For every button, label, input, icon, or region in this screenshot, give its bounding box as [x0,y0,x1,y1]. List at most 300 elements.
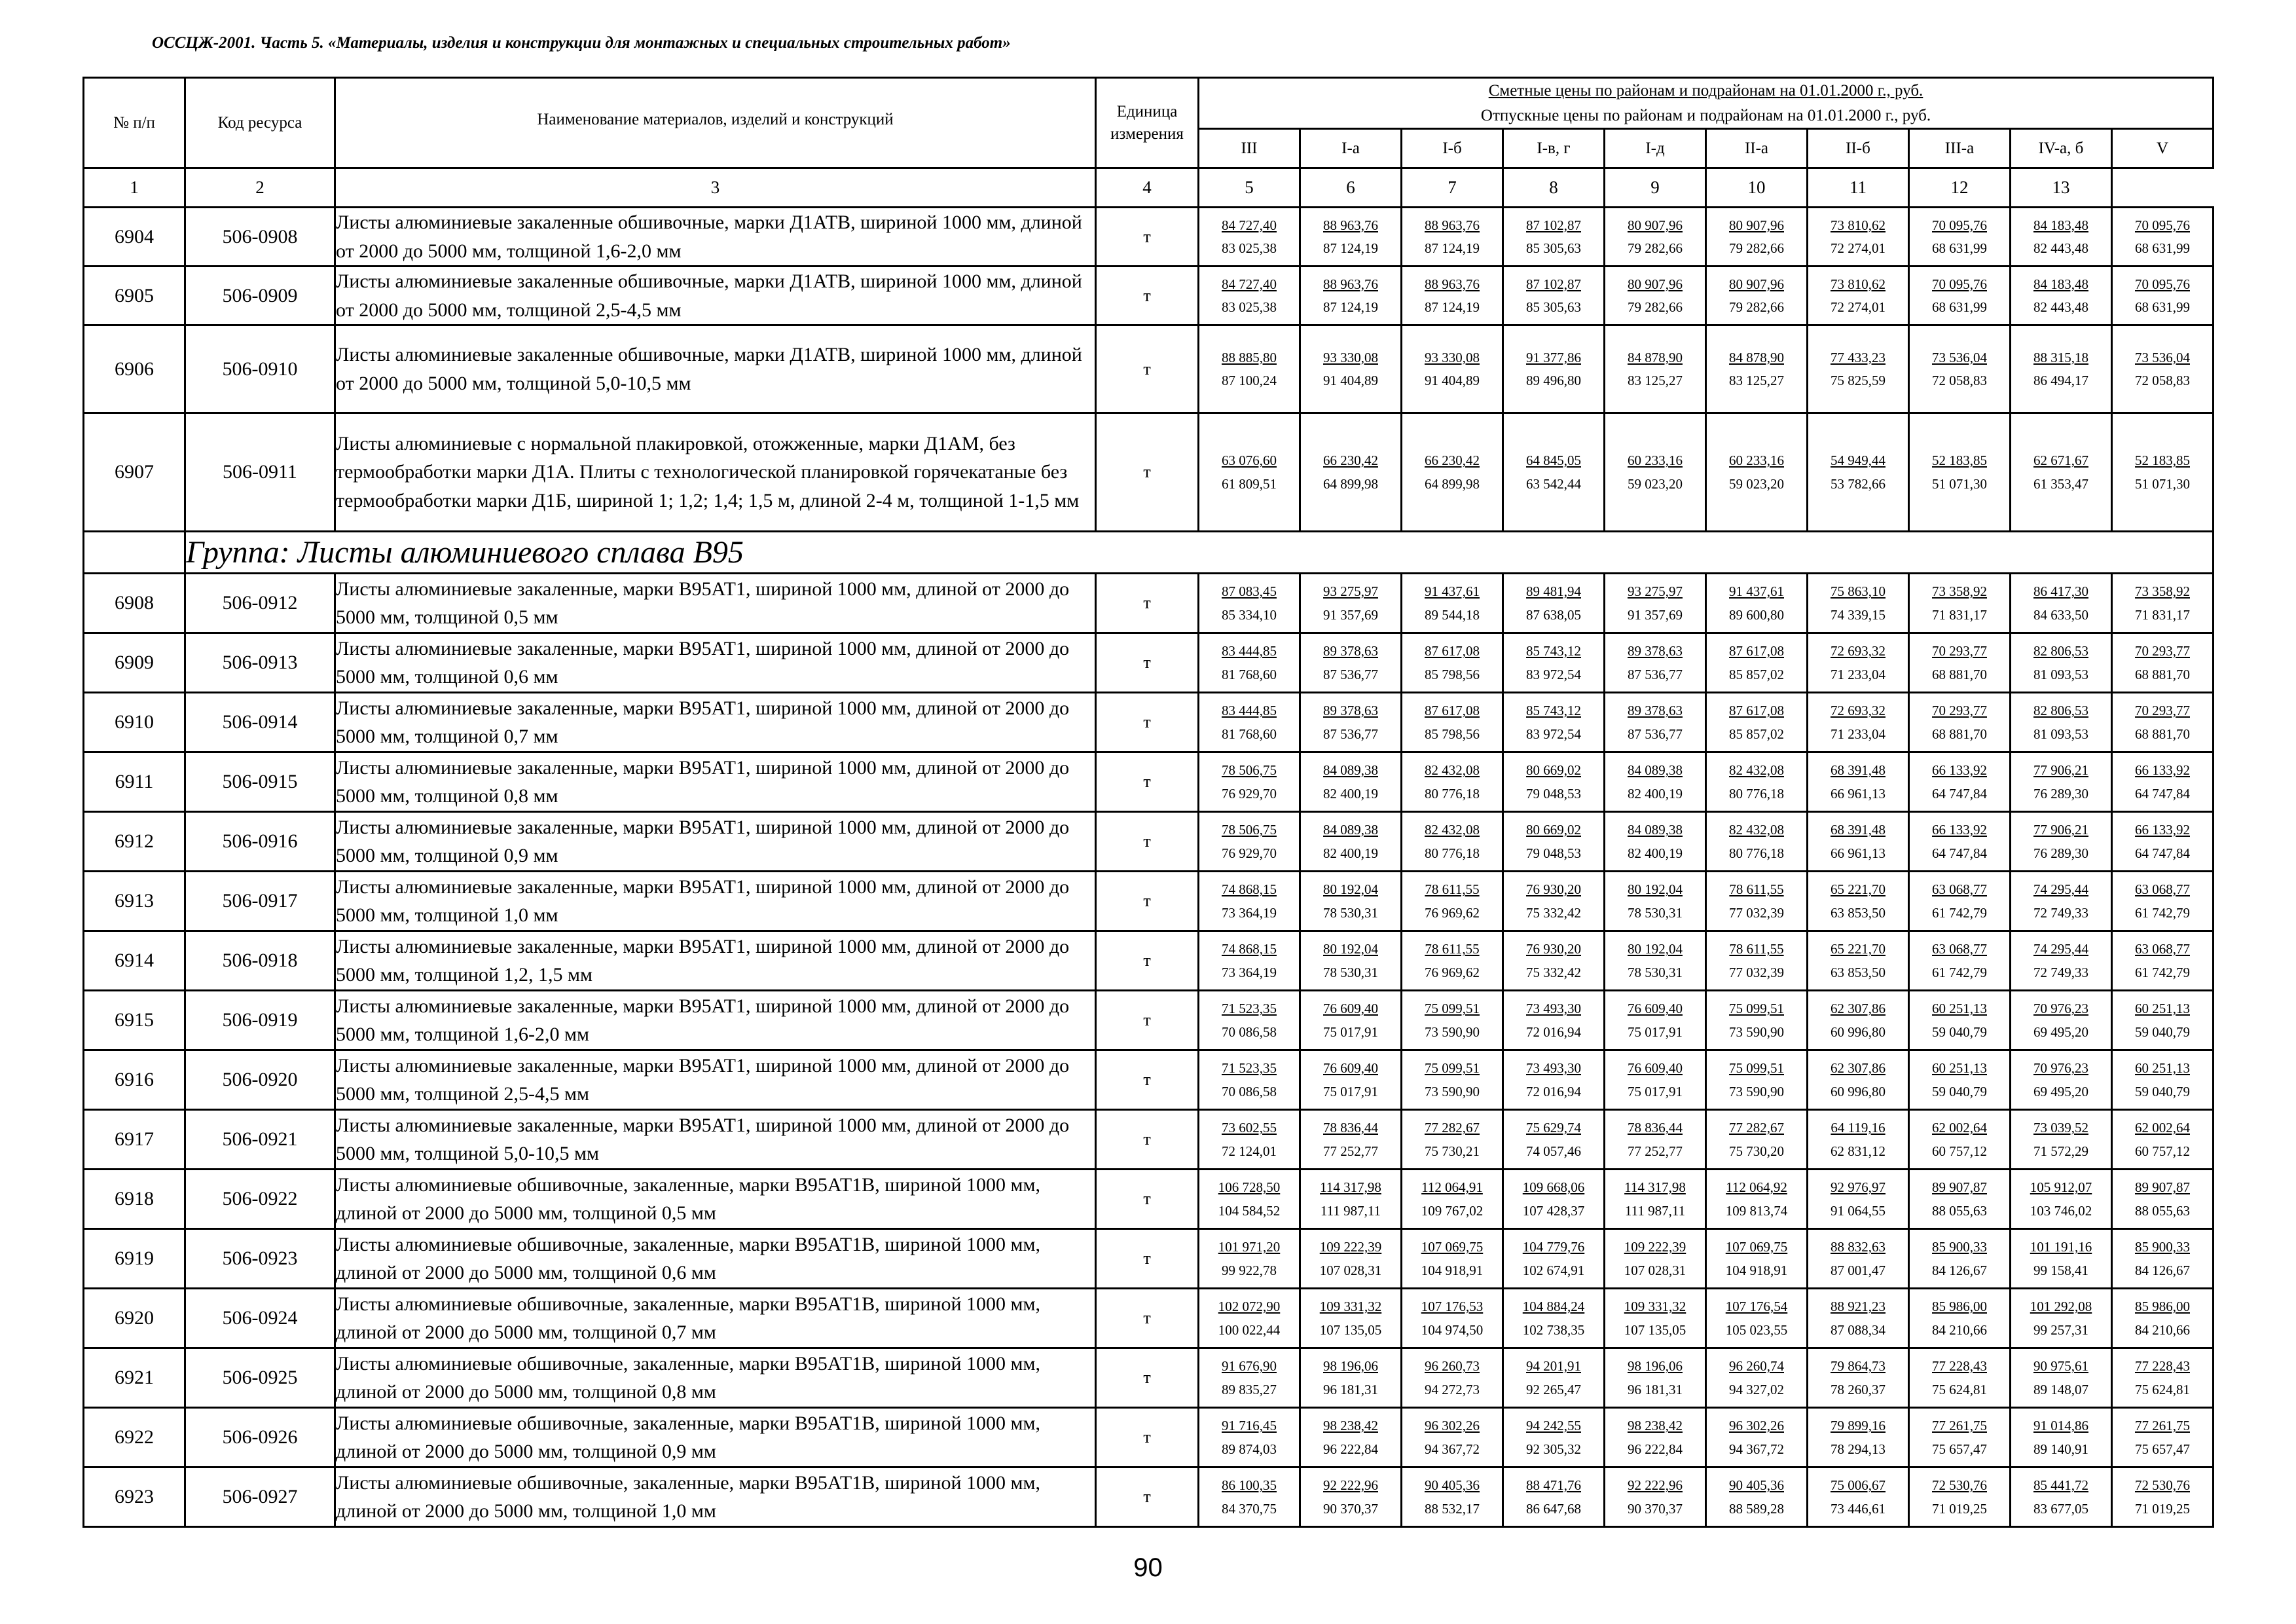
estimated-price: 75 099,51 [1425,1001,1480,1017]
table-row [84,574,2214,633]
estimated-price: 77 282,67 [1729,1120,1784,1136]
price-cell [1909,325,2011,413]
estimated-price: 82 432,08 [1425,822,1480,838]
price-cell [1605,931,1706,991]
price-cell [1300,1408,1402,1467]
column-number: 4 [1096,168,1199,208]
price-cell [2011,413,2112,532]
release-price: 72 274,01 [1831,299,1886,316]
price-cell [1503,413,1605,532]
estimated-price: 101 191,16 [2030,1239,2092,1255]
estimated-price: 82 432,08 [1729,822,1784,838]
estimated-price: 75 006,67 [1831,1477,1886,1494]
release-price: 64 747,84 [2135,845,2190,861]
release-price: 78 530,31 [1323,904,1378,921]
price-cell [1300,1229,1402,1289]
release-price: 90 370,37 [1323,1500,1378,1517]
region-header: II-б [1808,129,1909,168]
release-price: 64 747,84 [1932,785,1987,802]
estimated-price: 92 222,96 [1628,1477,1683,1494]
estimated-price: 73 536,04 [1932,349,1987,365]
release-price: 61 809,51 [1222,475,1277,492]
release-price: 87 536,77 [1628,726,1683,742]
estimated-price: 72 693,32 [1831,703,1886,719]
price-cell [2112,1348,2214,1408]
release-price: 92 265,47 [1526,1381,1581,1397]
table-row [84,812,2214,872]
price-cell [1199,208,1300,267]
estimated-price: 88 921,23 [1831,1299,1886,1315]
row-number: 6909 [84,633,185,693]
estimated-price: 80 669,02 [1526,762,1581,779]
table-row [84,267,2214,325]
estimated-price: 102 072,90 [1218,1299,1281,1315]
price-table [82,77,2214,1528]
unit-of-measure: т [1096,1408,1199,1467]
price-cell [1503,1110,1605,1170]
price-cell [1402,208,1503,267]
release-price: 73 364,19 [1222,964,1277,980]
estimated-price: 89 378,63 [1628,643,1683,659]
release-price: 87 124,19 [1323,299,1378,316]
unit-of-measure: т [1096,574,1199,633]
material-name: Листы алюминиевые обшивочные, закаленные, марки В95АТ1В, шириной 1000 мм, длиной от 2000 до 5000 мм, толщиной 1,0 мм [335,1467,1096,1527]
row-number: 6905 [84,267,185,325]
release-price: 94 367,72 [1729,1441,1784,1457]
release-price: 85 305,63 [1526,240,1581,257]
estimated-price: 73 493,30 [1526,1060,1581,1077]
estimated-price: 70 293,77 [1932,643,1987,659]
estimated-price: 68 391,48 [1831,762,1886,779]
release-price: 79 282,66 [1628,240,1683,257]
price-cell [1808,1170,1909,1229]
release-price: 85 857,02 [1729,666,1784,682]
release-price: 72 058,83 [1932,373,1987,389]
estimated-price: 66 133,92 [2135,822,2190,838]
estimated-price: 77 433,23 [1831,349,1886,365]
price-cell [2011,991,2112,1050]
estimated-price: 107 069,75 [1725,1239,1788,1255]
row-number: 6921 [84,1348,185,1408]
release-price: 63 853,50 [1831,904,1886,921]
resource-code: 506-0912 [185,574,335,633]
estimated-price: 74 868,15 [1222,941,1277,957]
estimated-price: 78 611,55 [1729,941,1784,957]
estimated-price: 90 405,36 [1729,1477,1784,1494]
col-header-name: Наименование материалов, изделий и конструкций [335,78,1096,168]
table-row [84,1110,2214,1170]
price-cell [1706,1408,1808,1467]
estimated-price: 109 222,39 [1319,1239,1382,1255]
release-price: 78 530,31 [1323,964,1378,980]
price-cell [1706,267,1808,325]
price-cell [1808,1229,1909,1289]
release-price: 59 023,20 [1628,475,1683,492]
estimated-price: 76 930,20 [1526,881,1581,898]
release-price: 85 798,56 [1425,666,1480,682]
release-price: 91 404,89 [1323,373,1378,389]
release-price: 73 590,90 [1425,1083,1480,1099]
estimated-price: 62 002,64 [1932,1120,1987,1136]
estimated-price: 87 102,87 [1526,217,1581,233]
release-price: 99 922,78 [1222,1262,1277,1278]
release-price: 71 233,04 [1831,666,1886,682]
estimated-price: 63 068,77 [1932,941,1987,957]
release-price: 51 071,30 [1932,475,1987,492]
estimated-price: 91 676,90 [1222,1358,1277,1375]
release-price: 84 126,67 [1932,1262,1987,1278]
price-cell [2011,1348,2112,1408]
price-cell [2112,413,2214,532]
estimated-price: 88 963,76 [1425,217,1480,233]
price-cell [2112,208,2214,267]
estimated-price: 84 089,38 [1323,762,1378,779]
estimated-price: 60 251,13 [1932,1001,1987,1017]
price-cell [1706,1170,1808,1229]
price-cell [2112,574,2214,633]
unit-of-measure: т [1096,267,1199,325]
release-price: 111 987,11 [1320,1202,1381,1219]
release-price: 68 631,99 [1932,299,1987,316]
price-cell [1909,991,2011,1050]
release-price: 79 048,53 [1526,785,1581,802]
estimated-price: 85 900,33 [1932,1239,1987,1255]
price-cell [1706,931,1808,991]
release-price: 74 057,46 [1526,1143,1581,1159]
estimated-price: 93 275,97 [1323,583,1378,600]
release-price: 53 782,66 [1831,475,1886,492]
price-cell [1808,1110,1909,1170]
price-cell [1808,1289,1909,1348]
estimated-price: 83 444,85 [1222,643,1277,659]
estimated-price: 107 176,53 [1421,1299,1484,1315]
price-cell [1300,574,1402,633]
estimated-price: 89 907,87 [2135,1179,2190,1196]
release-price: 87 536,77 [1323,666,1378,682]
estimated-price: 109 668,06 [1522,1179,1585,1196]
region-header: I-д [1605,129,1706,168]
col-header-prices [1199,78,2214,129]
release-price: 87 536,77 [1323,726,1378,742]
estimated-price: 76 609,40 [1628,1001,1683,1017]
estimated-price: 77 228,43 [2135,1358,2190,1375]
estimated-price: 75 863,10 [1831,583,1886,600]
price-cell [2112,1467,2214,1527]
price-cell [1199,633,1300,693]
estimated-price: 70 095,76 [1932,276,1987,292]
release-price: 103 746,02 [2030,1202,2092,1219]
release-price: 89 148,07 [2033,1381,2088,1397]
estimated-price: 84 089,38 [1628,762,1683,779]
estimated-price: 105 912,07 [2030,1179,2092,1196]
price-cell [1402,267,1503,325]
estimated-price: 80 192,04 [1323,881,1378,898]
table-row [84,325,2214,413]
column-number: 9 [1605,168,1706,208]
resource-code: 506-0916 [185,812,335,872]
row-number: 6913 [84,872,185,931]
estimated-price: 79 899,16 [1831,1418,1886,1434]
release-price: 91 357,69 [1323,606,1378,623]
resource-code: 506-0925 [185,1348,335,1408]
release-price: 107 135,05 [1319,1321,1382,1338]
estimated-price: 79 864,73 [1831,1358,1886,1375]
release-price: 87 100,24 [1222,373,1277,389]
release-price: 107 028,31 [1319,1262,1382,1278]
release-price: 79 282,66 [1729,299,1784,316]
unit-of-measure: т [1096,812,1199,872]
group-row [84,532,2214,574]
row-number: 6917 [84,1110,185,1170]
estimated-price: 93 330,08 [1425,349,1480,365]
estimated-price: 76 930,20 [1526,941,1581,957]
estimated-price: 91 716,45 [1222,1418,1277,1434]
price-cell [1402,1467,1503,1527]
unit-of-measure: т [1096,1170,1199,1229]
release-price: 96 222,84 [1323,1441,1378,1457]
estimated-price: 84 089,38 [1323,822,1378,838]
release-price: 84 370,75 [1222,1500,1277,1517]
estimated-price: 72 530,76 [2135,1477,2190,1494]
release-price: 87 638,05 [1526,606,1581,623]
estimated-price: 89 378,63 [1323,703,1378,719]
release-price: 84 210,66 [1932,1321,1987,1338]
price-cell [1909,931,2011,991]
price-cell [1808,931,1909,991]
prices-subtitle: Отпускные цены по районам и подрайонам на 01.01.2000 г., руб. [1480,106,1931,124]
estimated-price: 89 481,94 [1526,583,1581,600]
estimated-price: 75 099,51 [1425,1060,1480,1077]
release-price: 91 357,69 [1628,606,1683,623]
resource-code: 506-0924 [185,1289,335,1348]
release-price: 94 272,73 [1425,1381,1480,1397]
price-cell [1503,208,1605,267]
price-cell [1199,1110,1300,1170]
price-cell [1300,693,1402,752]
release-price: 104 918,91 [1421,1262,1484,1278]
estimated-price: 66 133,92 [1932,762,1987,779]
estimated-price: 78 836,44 [1628,1120,1683,1136]
release-price: 76 929,70 [1222,845,1277,861]
row-number: 6919 [84,1229,185,1289]
estimated-price: 84 878,90 [1628,349,1683,365]
price-cell [2011,931,2112,991]
price-cell [1199,1348,1300,1408]
release-price: 84 210,66 [2135,1321,2190,1338]
price-cell [1706,325,1808,413]
price-cell [1605,633,1706,693]
price-cell [1199,1050,1300,1110]
price-cell [1402,1229,1503,1289]
price-cell [1605,1229,1706,1289]
estimated-price: 60 233,16 [1729,452,1784,469]
estimated-price: 88 832,63 [1831,1239,1886,1255]
column-number: 3 [335,168,1096,208]
unit-of-measure: т [1096,1348,1199,1408]
estimated-price: 70 976,23 [2033,1060,2088,1077]
price-cell [1402,872,1503,931]
estimated-price: 70 976,23 [2033,1001,2088,1017]
release-price: 80 776,18 [1729,785,1784,802]
price-cell [1199,1289,1300,1348]
material-name: Листы алюминиевые обшивочные, закаленные, марки В95АТ1В, шириной 1000 мм, длиной от 2000 до 5000 мм, толщиной 0,8 мм [335,1348,1096,1408]
price-cell [1605,693,1706,752]
material-name: Листы алюминиевые закаленные, марки В95АТ1, шириной 1000 мм, длиной от 2000 до 5000 мм, толщиной 0,5 мм [335,574,1096,633]
release-price: 104 584,52 [1218,1202,1281,1219]
release-price: 87 536,77 [1628,666,1683,682]
column-number: 12 [1909,168,2011,208]
release-price: 74 339,15 [1831,606,1886,623]
release-price: 105 023,55 [1725,1321,1788,1338]
price-cell [2011,633,2112,693]
estimated-price: 52 183,85 [2135,452,2190,469]
resource-code: 506-0919 [185,991,335,1050]
release-price: 72 749,33 [2033,904,2088,921]
estimated-price: 98 238,42 [1628,1418,1683,1434]
release-price: 59 023,20 [1729,475,1784,492]
release-price: 69 495,20 [2033,1024,2088,1040]
release-price: 76 289,30 [2033,845,2088,861]
estimated-price: 62 002,64 [2135,1120,2190,1136]
estimated-price: 70 293,77 [1932,703,1987,719]
material-name: Листы алюминиевые закаленные, марки В95АТ1, шириной 1000 мм, длиной от 2000 до 5000 мм, толщиной 1,6-2,0 мм [335,991,1096,1050]
release-price: 92 305,32 [1526,1441,1581,1457]
estimated-price: 84 183,48 [2033,217,2088,233]
table-row [84,752,2214,812]
document-header: ОССЦЖ-2001. Часть 5. «Материалы, изделия и конструкции для монтажных и специальных строительных работ» [152,34,1011,52]
price-cell [1605,872,1706,931]
material-name: Листы алюминиевые обшивочные, закаленные, марки В95АТ1В, шириной 1000 мм, длиной от 2000 до 5000 мм, толщиной 0,9 мм [335,1408,1096,1467]
estimated-price: 98 196,06 [1628,1358,1683,1375]
price-cell [1402,931,1503,991]
price-cell [1706,812,1808,872]
release-price: 89 600,80 [1729,606,1784,623]
release-price: 75 730,21 [1425,1143,1480,1159]
price-cell [1909,267,2011,325]
estimated-price: 88 315,18 [2033,349,2088,365]
price-cell [1808,812,1909,872]
release-price: 86 647,68 [1526,1500,1581,1517]
price-cell [1300,267,1402,325]
price-cell [1808,633,1909,693]
price-cell [2011,1289,2112,1348]
estimated-price: 89 378,63 [1323,643,1378,659]
price-cell [2011,208,2112,267]
release-price: 72 016,94 [1526,1083,1581,1099]
price-cell [1909,872,2011,931]
price-cell [2011,574,2112,633]
price-cell [1503,812,1605,872]
estimated-price: 78 611,55 [1425,881,1480,898]
unit-of-measure: т [1096,991,1199,1050]
estimated-price: 63 068,77 [2135,881,2190,898]
estimated-price: 73 602,55 [1222,1120,1277,1136]
resource-code: 506-0923 [185,1229,335,1289]
release-price: 66 961,13 [1831,785,1886,802]
estimated-price: 80 192,04 [1628,881,1683,898]
release-price: 69 495,20 [2033,1083,2088,1099]
release-price: 71 019,25 [2135,1500,2190,1517]
price-cell [2112,1229,2214,1289]
price-cell [1605,1408,1706,1467]
price-cell [1706,1229,1808,1289]
release-price: 72 124,01 [1222,1143,1277,1159]
release-price: 81 093,53 [2033,726,2088,742]
region-header: I-в, г [1503,129,1605,168]
release-price: 76 929,70 [1222,785,1277,802]
estimated-price: 76 609,40 [1628,1060,1683,1077]
release-price: 75 332,42 [1526,904,1581,921]
estimated-price: 96 260,74 [1729,1358,1784,1375]
row-number: 6918 [84,1170,185,1229]
price-cell [1808,1467,1909,1527]
release-price: 90 370,37 [1628,1500,1683,1517]
estimated-price: 88 963,76 [1323,276,1378,292]
estimated-price: 85 900,33 [2135,1239,2190,1255]
price-cell [1199,931,1300,991]
price-cell [1605,812,1706,872]
release-price: 75 017,91 [1323,1083,1378,1099]
estimated-price: 104 884,24 [1522,1299,1585,1315]
release-price: 102 674,91 [1522,1262,1585,1278]
resource-code: 506-0927 [185,1467,335,1527]
estimated-price: 71 523,35 [1222,1060,1277,1077]
price-cell [1605,1289,1706,1348]
release-price: 107 428,37 [1522,1202,1585,1219]
estimated-price: 62 307,86 [1831,1060,1886,1077]
release-price: 76 969,62 [1425,904,1480,921]
resource-code: 506-0910 [185,325,335,413]
release-price: 99 257,31 [2033,1321,2088,1338]
price-cell [1605,1050,1706,1110]
table-row [84,872,2214,931]
estimated-price: 109 222,39 [1624,1239,1686,1255]
price-cell [1199,752,1300,812]
estimated-price: 96 302,26 [1729,1418,1784,1434]
release-price: 75 624,81 [2135,1381,2190,1397]
resource-code: 506-0915 [185,752,335,812]
price-cell [1605,267,1706,325]
price-cell [1605,1348,1706,1408]
estimated-price: 104 779,76 [1522,1239,1585,1255]
price-cell [1503,1050,1605,1110]
price-cell [1605,413,1706,532]
release-price: 83 677,05 [2033,1500,2088,1517]
price-cell [1503,991,1605,1050]
resource-code: 506-0920 [185,1050,335,1110]
price-cell [2112,325,2214,413]
price-cell [1300,1348,1402,1408]
estimated-price: 109 331,32 [1319,1299,1382,1315]
release-price: 85 857,02 [1729,726,1784,742]
unit-of-measure: т [1096,1289,1199,1348]
estimated-price: 94 201,91 [1526,1358,1581,1375]
price-cell [1909,752,2011,812]
material-name: Листы алюминиевые закаленные, марки В95АТ1, шириной 1000 мм, длиной от 2000 до 5000 мм, толщиной 1,0 мм [335,872,1096,931]
release-price: 85 798,56 [1425,726,1480,742]
region-header: I-б [1402,129,1503,168]
resource-code: 506-0917 [185,872,335,931]
estimated-price: 63 068,77 [1932,881,1987,898]
release-price: 75 624,81 [1932,1381,1987,1397]
release-price: 68 881,70 [1932,666,1987,682]
price-cell [1199,413,1300,532]
price-cell [1503,574,1605,633]
release-price: 72 016,94 [1526,1024,1581,1040]
estimated-price: 90 975,61 [2033,1358,2088,1375]
release-price: 94 327,02 [1729,1381,1784,1397]
release-price: 88 532,17 [1425,1500,1480,1517]
